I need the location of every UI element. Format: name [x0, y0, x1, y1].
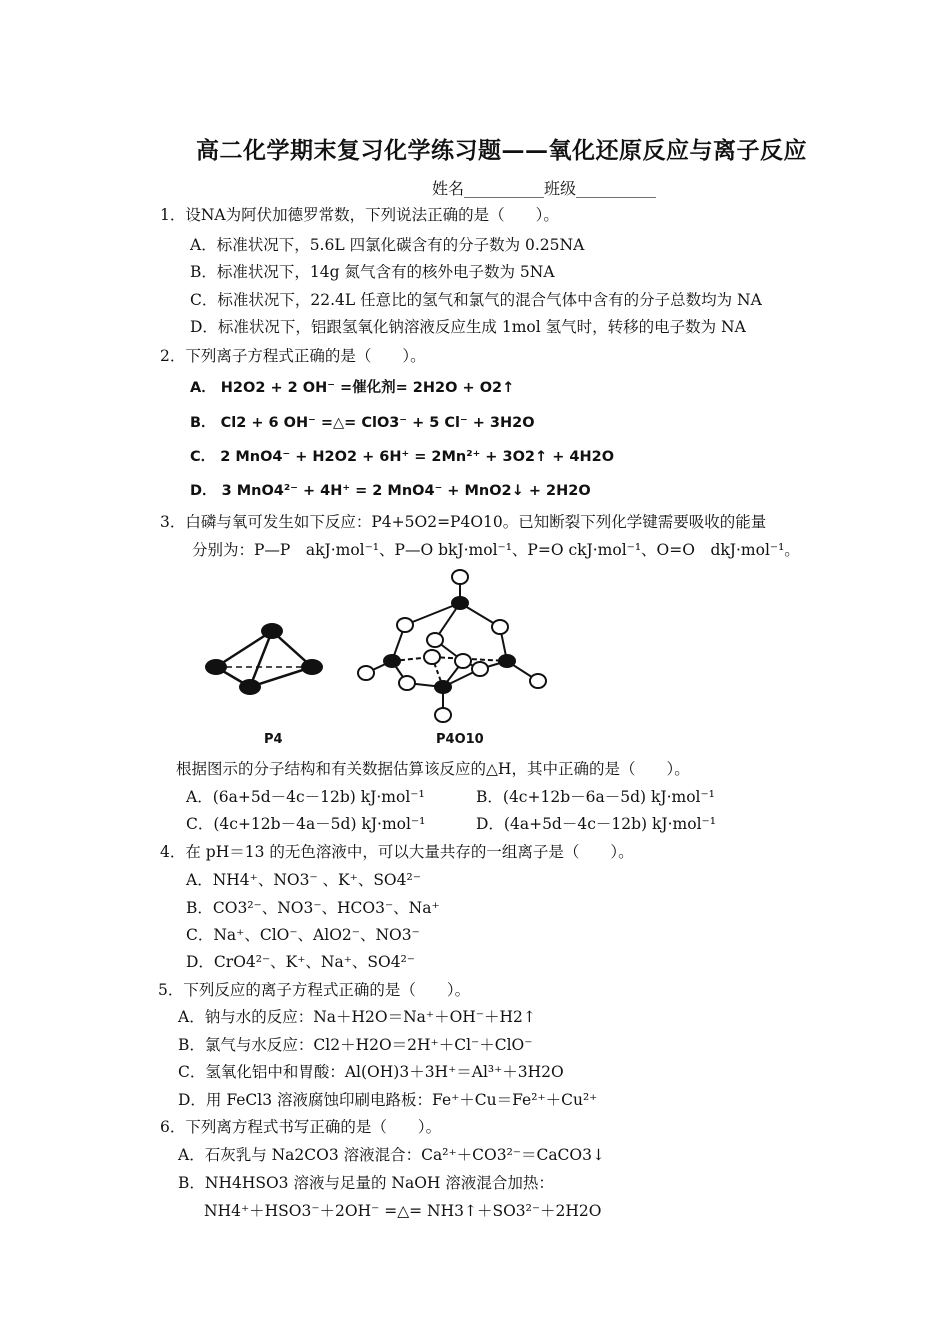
q6-stem: 6．下列离方程式书写正确的是（ ）。 — [160, 1118, 442, 1136]
q6-option-b-equation: NH4⁺＋HSO3⁻＋2OH⁻ =△= NH3↑＋SO3²⁻＋2H2O — [204, 1202, 602, 1220]
q5-option-c: C．氢氧化铝中和胃酸：Al(OH)3＋3H⁺＝Al³⁺＋3H2O — [178, 1063, 564, 1081]
q4-option-c: C．Na⁺、ClO⁻、AlO2⁻、NO3⁻ — [186, 926, 420, 944]
q1-option-a: A．标准状况下，5.6L 四氯化碳含有的分子数为 0.25NA — [190, 236, 585, 254]
p4-label: P4 — [264, 732, 283, 747]
page-title: 高二化学期末复习化学练习题——氧化还原反应与离子反应 — [196, 137, 807, 164]
q3-ask: 根据图示的分子结构和有关数据估算该反应的△H，其中正确的是（ ）。 — [176, 760, 690, 778]
q2-option-c: C． 2 MnO4⁻ + H2O2 + 6H⁺ = 2Mn²⁺ + 3O2↑ + 4H2O — [190, 449, 615, 465]
q4-option-d: D．CrO4²⁻、K⁺、Na⁺、SO4²⁻ — [186, 953, 415, 971]
p4o10-label: P4O10 — [436, 732, 484, 747]
q1-option-b: B．标准状况下，14g 氮气含有的核外电子数为 5NA — [190, 263, 555, 281]
q5-stem: 5．下列反应的离子方程式正确的是（ ）。 — [158, 981, 471, 999]
q3-option-b: B．(4c+12b－6a－5d) kJ·mol⁻¹ — [476, 788, 715, 806]
q2-option-a: A． H2O2 + 2 OH⁻ =催化剂= 2H2O + O2↑ — [190, 380, 515, 396]
q2-option-b: B． Cl2 + 6 OH⁻ =△= ClO3⁻ + 5 Cl⁻ + 3H2O — [190, 415, 535, 431]
p4-structure-diagram — [198, 615, 333, 705]
q4-option-a: A．NH4⁺、NO3⁻ 、K⁺、SO4²⁻ — [186, 871, 421, 889]
q5-option-d: D．用 FeCl3 溶液腐蚀印刷电路板：Fe⁺＋Cu＝Fe²⁺＋Cu²⁺ — [178, 1091, 598, 1109]
name-class-line: 姓名__________班级__________ — [432, 179, 657, 198]
q6-option-a: A．石灰乳与 Na2CO3 溶液混合：Ca²⁺＋CO3²⁻＝CaCO3↓ — [178, 1146, 605, 1164]
q1-stem: 1．设NA为阿伏加德罗常数，下列说法正确的是（ ）。 — [160, 206, 559, 224]
q3-stem-1: 3．白磷与氧可发生如下反应：P4+5O2=P4O10。已知断裂下列化学键需要吸收的能量 — [160, 513, 767, 531]
q1-option-c: C．标准状况下，22.4L 任意比的氢气和氯气的混合气体中含有的分子总数均为 NA — [190, 291, 762, 309]
q3-option-c: C．(4c+12b－4a－5d) kJ·mol⁻¹ — [186, 815, 426, 833]
q3-option-d: D．(4a+5d－4c－12b) kJ·mol⁻¹ — [476, 815, 716, 833]
q2-stem: 2．下列离子方程式正确的是（ ）。 — [160, 347, 426, 365]
q3-option-a: A．(6a+5d－4c－12b) kJ·mol⁻¹ — [186, 788, 425, 806]
q4-option-b: B．CO3²⁻、NO3⁻、HCO3⁻、Na⁺ — [186, 899, 440, 917]
q5-option-a: A．钠与水的反应：Na＋H2O＝Na⁺＋OH⁻＋H2↑ — [178, 1008, 536, 1026]
q1-option-d: D．标准状况下，铝跟氢氧化钠溶液反应生成 1mol 氢气时，转移的电子数为 NA — [190, 318, 746, 336]
p4o10-structure-diagram — [350, 565, 560, 730]
q6-option-b: B．NH4HSO3 溶液与足量的 NaOH 溶液混合加热： — [178, 1174, 554, 1192]
q4-stem: 4．在 pH＝13 的无色溶液中，可以大量共存的一组离子是（ ）。 — [160, 843, 634, 861]
q2-option-d: D． 3 MnO4²⁻ + 4H⁺ = 2 MnO4⁻ + MnO2↓ + 2H2O — [190, 483, 591, 499]
q5-option-b: B．氯气与水反应：Cl2＋H2O＝2H⁺＋Cl⁻＋ClO⁻ — [178, 1036, 533, 1054]
q3-stem-2: 分别为：P—P akJ·mol⁻¹、P—O bkJ·mol⁻¹、P=O ckJ·mol⁻¹、O=O dkJ·mol⁻¹。 — [192, 541, 800, 559]
